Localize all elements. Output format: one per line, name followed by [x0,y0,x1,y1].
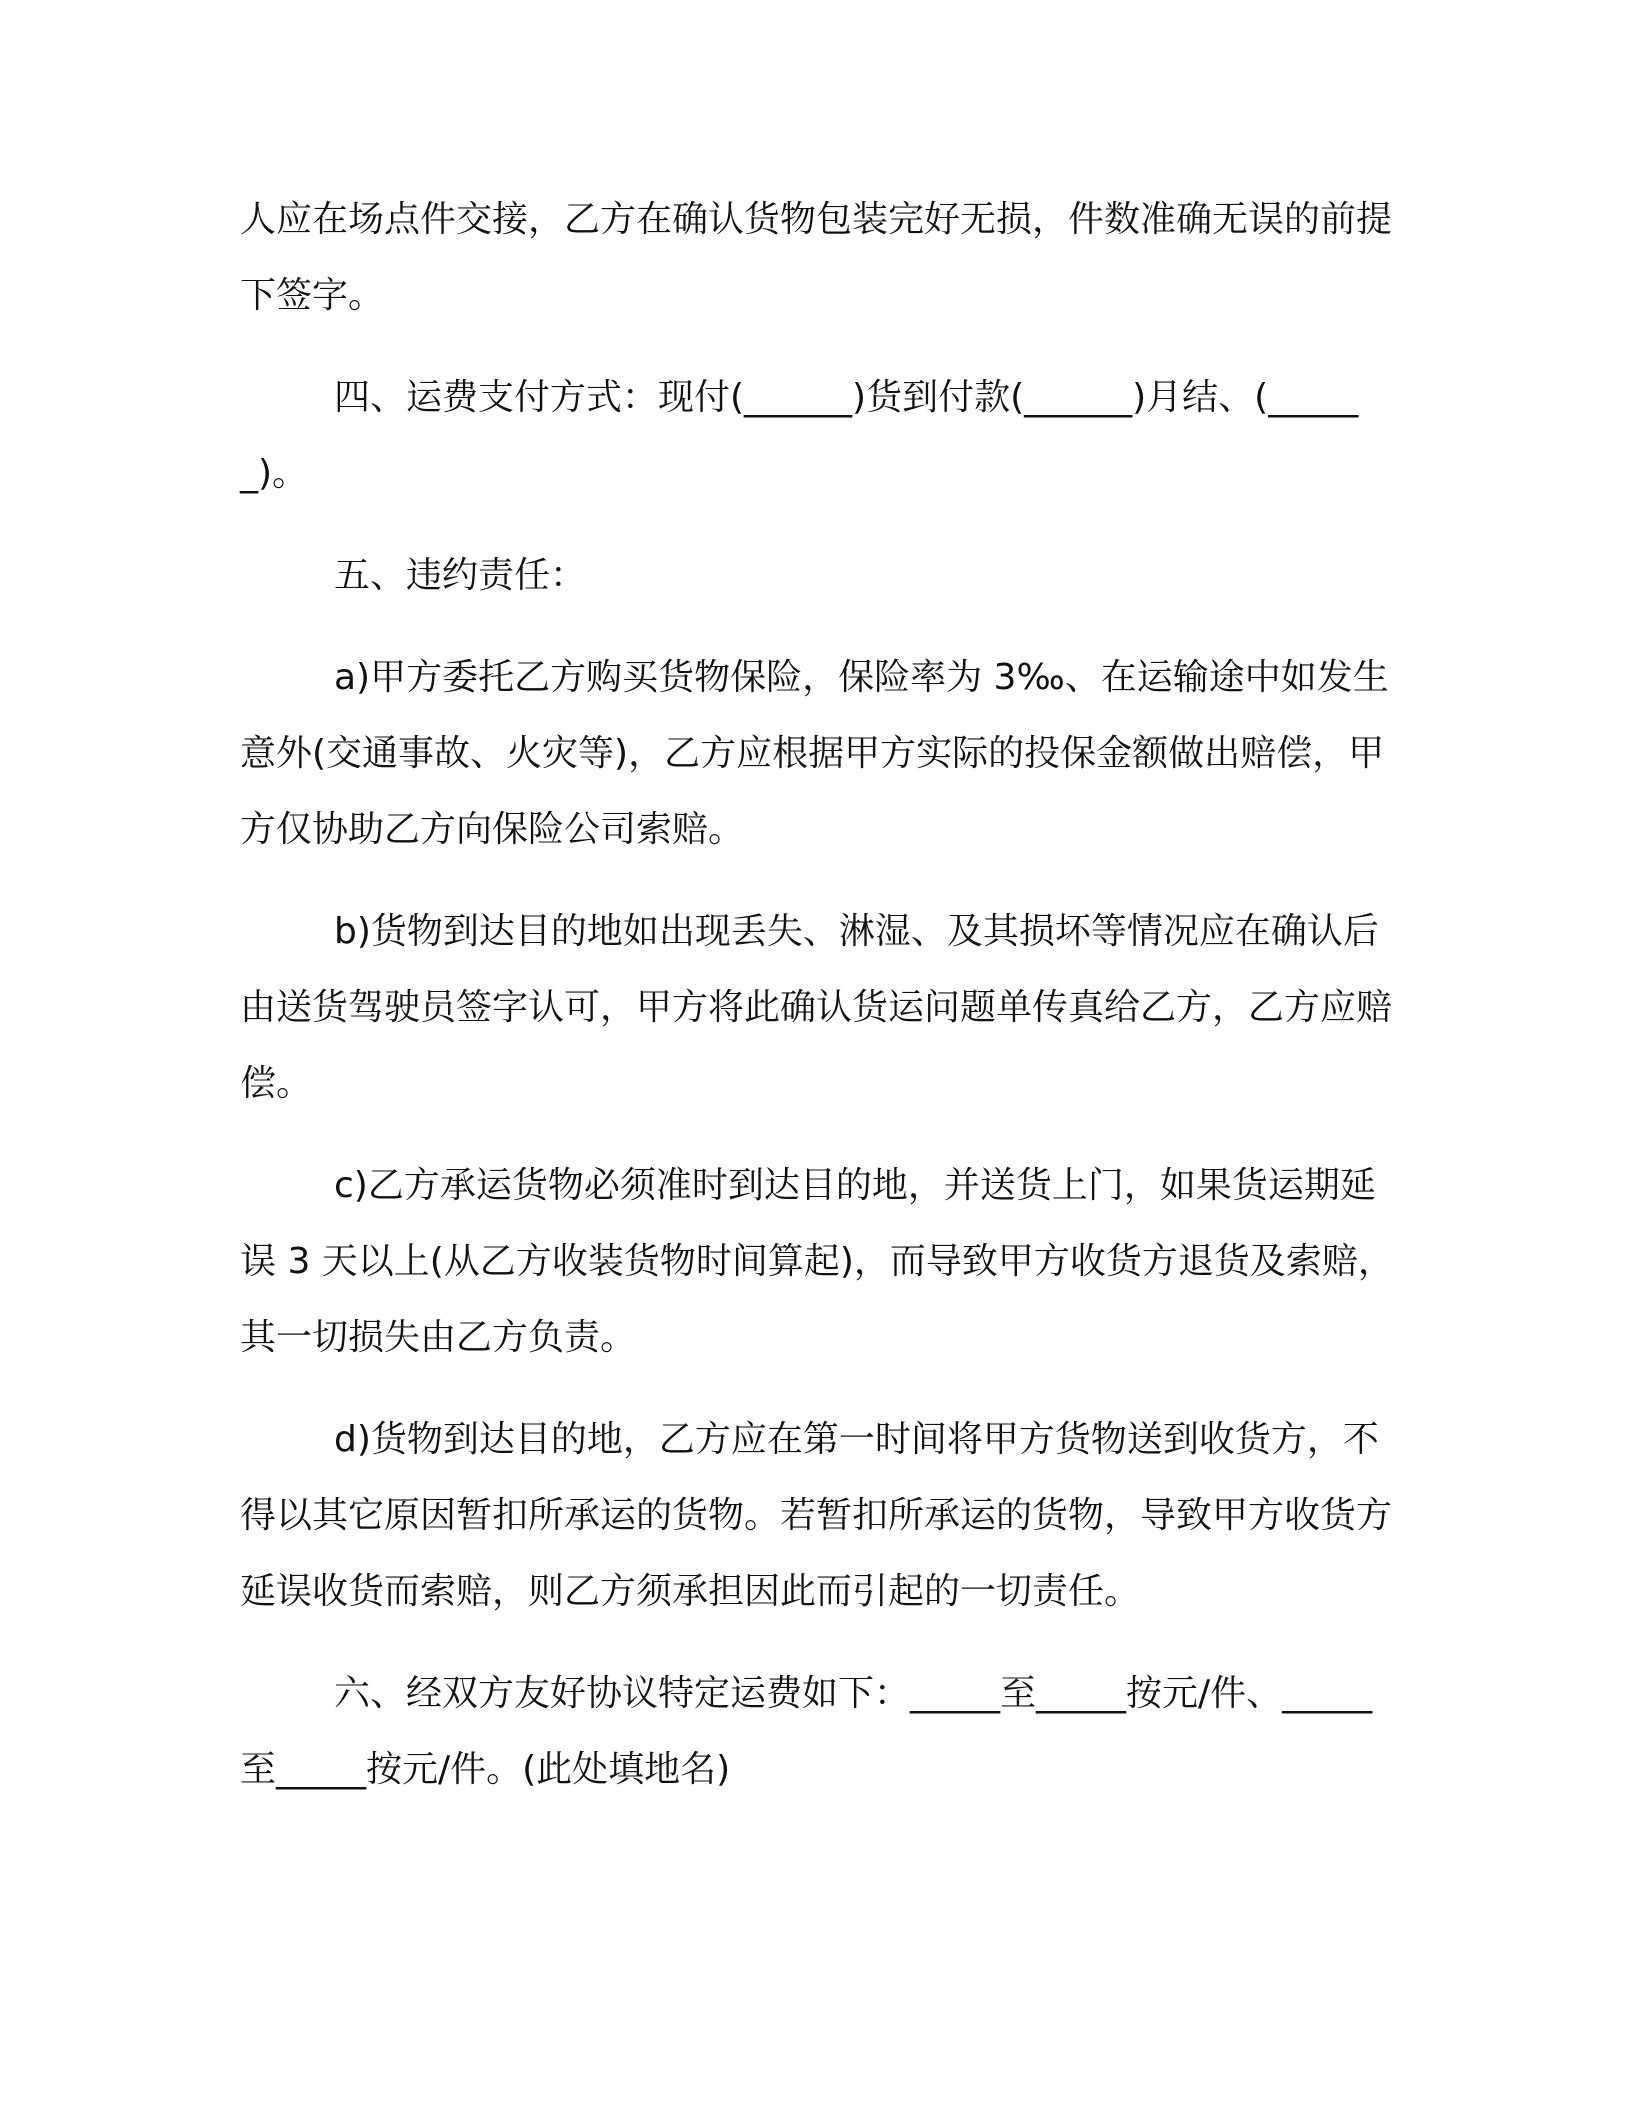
paragraph-section-6-freight: 六、经双方友好协议特定运费如下：_____至_____按元/件、_____至_____按元/件。(此处填地名) [240,1673,1373,1790]
document-body [240,182,1400,1834]
paragraph-clause-d: d)货物到达目的地，乙方应在第一时间将甲方货物送到收货方，不得以其它原因暂扣所承运的货物。若暂扣所承运的货物，导致甲方收货方延误收货而索赔，则乙方须承担因此而引起的一切责任。 [240,1419,1393,1612]
paragraph-clause-c: c)乙方承运货物必须准时到达目的地，并送货上门，如果货运期延误 3 天以上(从乙方收装货物时间算起)，而导致甲方收货方退货及索赔，其一切损失由乙方负责。 [240,1165,1394,1358]
paragraph-signing-handover: 人应在场点件交接，乙方在确认货物包装完好无损，件数准确无误的前提下签字。 [240,199,1393,316]
heading-section-5-liability: 五、违约责任： [334,555,587,596]
paragraph-section-4-payment: 四、运费支付方式：现付(______)货到付款(______)月结、(______)。 [240,377,1359,494]
paragraph-clause-a: a)甲方委托乙方购买货物保险，保险率为 3‰、在运输途中如发生意外(交通事故、火灾等)，乙方应根据甲方实际的投保金额做出赔偿，甲方仅协助乙方向保险公司索赔。 [240,657,1389,850]
paragraph-clause-b: b)货物到达目的地如出现丢失、淋湿、及其损坏等情况应在确认后由送货驾驶员签字认可，甲方将此确认货运问题单传真给乙方，乙方应赔偿。 [240,911,1393,1104]
